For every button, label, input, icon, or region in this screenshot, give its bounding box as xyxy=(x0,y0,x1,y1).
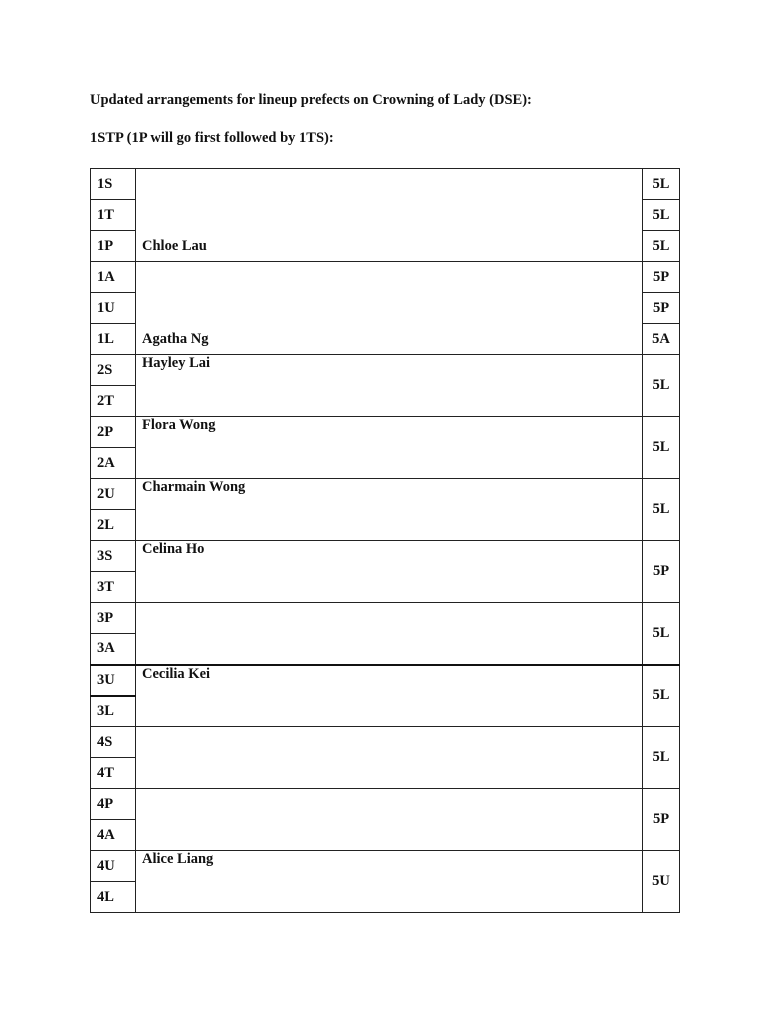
prefect-name-cell: Alice Liang xyxy=(136,851,643,913)
destination-cell: 5L xyxy=(643,665,680,727)
class-cell: 2T xyxy=(91,386,136,417)
prefect-name-cell: Cecilia Kei xyxy=(136,665,643,727)
class-cell: 3S xyxy=(91,541,136,572)
class-cell: 3L xyxy=(91,696,136,727)
table-row xyxy=(91,851,680,882)
destination-cell: 5P xyxy=(643,541,680,603)
class-cell: 2L xyxy=(91,510,136,541)
prefect-name-cell xyxy=(136,727,643,789)
document-subheading: 1STP (1P will go first followed by 1TS): xyxy=(90,130,334,146)
destination-cell: 5L xyxy=(643,603,680,665)
class-cell: 2P xyxy=(91,417,136,448)
class-cell: 4T xyxy=(91,758,136,789)
class-cell: 1U xyxy=(91,293,136,324)
table-row xyxy=(91,479,680,510)
destination-cell: 5L xyxy=(643,200,680,231)
table-row xyxy=(91,603,680,634)
destination-cell: 5L xyxy=(643,479,680,541)
document-heading: Updated arrangements for lineup prefects on Crowning of Lady (DSE): xyxy=(90,92,532,108)
destination-cell: 5A xyxy=(643,324,680,355)
class-cell: 1L xyxy=(91,324,136,355)
destination-cell: 5L xyxy=(643,231,680,262)
class-cell: 4L xyxy=(91,882,136,913)
destination-cell: 5P xyxy=(643,293,680,324)
destination-cell: 5P xyxy=(643,789,680,851)
prefect-name-cell: Chloe Lau xyxy=(136,169,643,262)
prefect-name-cell: Agatha Ng xyxy=(136,262,643,355)
class-cell: 4S xyxy=(91,727,136,758)
class-cell: 3T xyxy=(91,572,136,603)
prefect-name-cell: Charmain Wong xyxy=(136,479,643,541)
destination-cell: 5U xyxy=(643,851,680,913)
class-cell: 1A xyxy=(91,262,136,293)
class-cell: 4U xyxy=(91,851,136,882)
table-row xyxy=(91,355,680,386)
destination-cell: 5L xyxy=(643,727,680,789)
table-row xyxy=(91,541,680,572)
class-cell: 3U xyxy=(91,665,136,696)
prefect-name-cell xyxy=(136,603,643,665)
table-row xyxy=(91,417,680,448)
lineup-table xyxy=(90,168,680,913)
class-cell: 3A xyxy=(91,634,136,665)
class-cell: 1P xyxy=(91,231,136,262)
class-cell: 1S xyxy=(91,169,136,200)
prefect-name-cell: Celina Ho xyxy=(136,541,643,603)
table-row xyxy=(91,665,680,696)
destination-cell: 5P xyxy=(643,262,680,293)
table-row xyxy=(91,789,680,820)
table-row xyxy=(91,727,680,758)
class-cell: 3P xyxy=(91,603,136,634)
class-cell: 2U xyxy=(91,479,136,510)
prefect-name-cell: Flora Wong xyxy=(136,417,643,479)
class-cell: 1T xyxy=(91,200,136,231)
destination-cell: 5L xyxy=(643,417,680,479)
class-cell: 2S xyxy=(91,355,136,386)
prefect-name-cell xyxy=(136,789,643,851)
class-cell: 4A xyxy=(91,820,136,851)
table-row xyxy=(91,262,680,293)
prefect-name-cell: Hayley Lai xyxy=(136,355,643,417)
destination-cell: 5L xyxy=(643,355,680,417)
destination-cell: 5L xyxy=(643,169,680,200)
table-row xyxy=(91,169,680,200)
class-cell: 4P xyxy=(91,789,136,820)
class-cell: 2A xyxy=(91,448,136,479)
